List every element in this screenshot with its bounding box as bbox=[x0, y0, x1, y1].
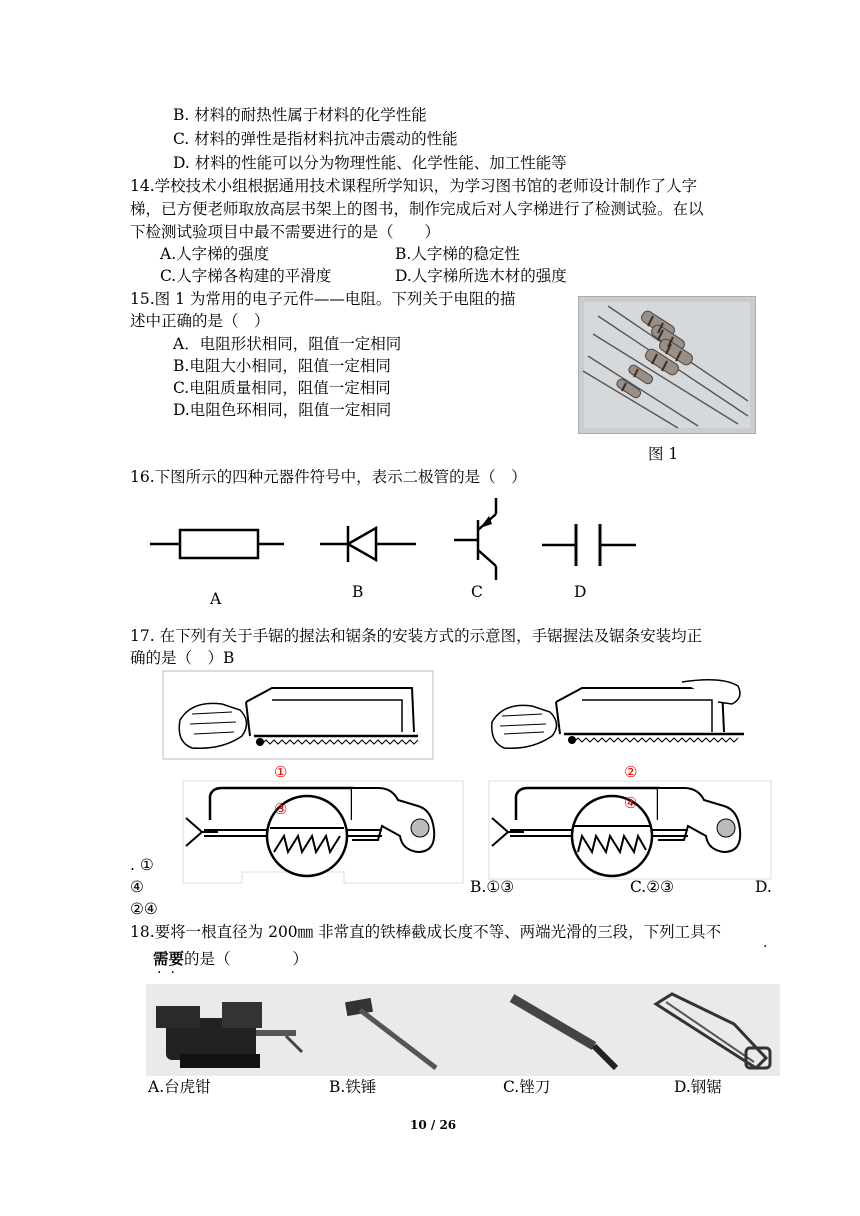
q15-option-c: C.电阻质量相同，阻值一定相同 bbox=[173, 379, 391, 397]
q14-stem-line3: 下检测试验项目中最不需要进行的是（ ） bbox=[130, 223, 441, 241]
q17-option-a-part1: . ① bbox=[130, 856, 154, 874]
q17-figure-label-3: ③ bbox=[274, 800, 288, 818]
q14-option-a: A.人字梯的强度 bbox=[160, 245, 270, 263]
saw-grip-figure-1 bbox=[162, 670, 434, 766]
figure-1-caption: 图 1 bbox=[648, 445, 679, 463]
emphasis-dot-1: · bbox=[763, 939, 768, 955]
q13-option-c: C. 材料的弹性是指材料抗冲击震动的性能 bbox=[173, 130, 458, 148]
q15-option-d: D.电阻色环相同，阻值一定相同 bbox=[173, 401, 392, 419]
q18-stem-suffix: 的是（ ） bbox=[184, 950, 309, 968]
q15-stem-line1: 15.图 1 为常用的电子元件——电阻。下列关于电阻的描 bbox=[130, 290, 516, 308]
page-number: 10 / 26 bbox=[410, 1118, 457, 1132]
q13-option-b: B. 材料的耐热性属于材料的化学性能 bbox=[173, 106, 427, 124]
q17-figure-label-2: ② bbox=[624, 763, 638, 781]
q18-tool-c: C.锉刀 bbox=[503, 1078, 551, 1096]
q15-option-a: A．电阻形状相同，阻值一定相同 bbox=[173, 335, 402, 353]
q14-option-d: D.人字梯所选木材的强度 bbox=[395, 267, 567, 285]
q17-stem-line1: 17. 在下列有关于手锯的握法和锯条的安装方式的示意图，手锯握法及锯条安装均正 bbox=[130, 627, 703, 645]
q16-stem: 16.下图所示的四种元器件符号中，表示二极管的是（ ） bbox=[130, 468, 527, 486]
q13-option-d: D. 材料的性能可以分为物理性能、化学性能、加工性能等 bbox=[173, 154, 567, 172]
q18-emphasis-2: 需要 bbox=[153, 949, 185, 968]
saw-grip-figure-2 bbox=[486, 672, 748, 758]
q17-option-c: C.②③ bbox=[630, 878, 675, 896]
q17-figure-label-4: ④ bbox=[624, 794, 638, 812]
capacitor-symbol bbox=[540, 520, 640, 574]
q14-stem-line2: 梯，已方便老师取放高层书架上的图书，制作完成后对人字梯进行了检测试验。在以 bbox=[130, 200, 704, 218]
q18-tool-a: A.台虎钳 bbox=[148, 1078, 211, 1096]
q14-stem-line1: 14.学校技术小组根据通用技术课程所学知识，为学习图书馆的老师设计制作了人字 bbox=[130, 177, 698, 195]
q15-stem-line2: 述中正确的是（ ） bbox=[130, 312, 270, 330]
q17-option-d-part1: D. bbox=[755, 878, 772, 896]
resistor-symbol bbox=[148, 518, 288, 572]
emphasis-dots-2: ·· bbox=[157, 965, 184, 981]
tools-photo bbox=[146, 984, 780, 1080]
q17-stem-line2: 确的是（ ）B bbox=[130, 649, 235, 667]
q16-label-d: D bbox=[574, 583, 587, 601]
q17-option-a-part2: ④ bbox=[130, 878, 144, 896]
q18-tool-b: B.铁锤 bbox=[329, 1078, 377, 1096]
q16-label-c: C bbox=[471, 583, 483, 601]
q17-figure-label-1: ① bbox=[274, 763, 288, 781]
q18-stem-text: 18.要将一根直径为 200㎜ 非常直的铁棒截成长度不等、两端光滑的三段，下列工具 bbox=[130, 923, 706, 941]
q18-emphasis-1: 不 bbox=[705, 923, 722, 941]
q17-option-d-part2: ②④ bbox=[130, 900, 158, 918]
transistor-symbol bbox=[450, 496, 520, 584]
q18-tool-d: D.钢锯 bbox=[674, 1078, 722, 1096]
q14-option-c: C.人字梯各构建的平滑度 bbox=[160, 267, 332, 285]
resistor-photo bbox=[578, 296, 756, 434]
q15-option-b: B.电阻大小相同，阻值一定相同 bbox=[173, 357, 391, 375]
diode-symbol bbox=[318, 516, 418, 576]
saw-blade-figure-3 bbox=[182, 780, 464, 888]
q18-stem-line1 bbox=[130, 922, 721, 942]
q16-label-b: B bbox=[352, 583, 364, 601]
q17-option-b: B.①③ bbox=[470, 878, 515, 896]
q14-option-b: B.人字梯的稳定性 bbox=[395, 245, 520, 263]
q16-label-a: A bbox=[210, 590, 222, 608]
